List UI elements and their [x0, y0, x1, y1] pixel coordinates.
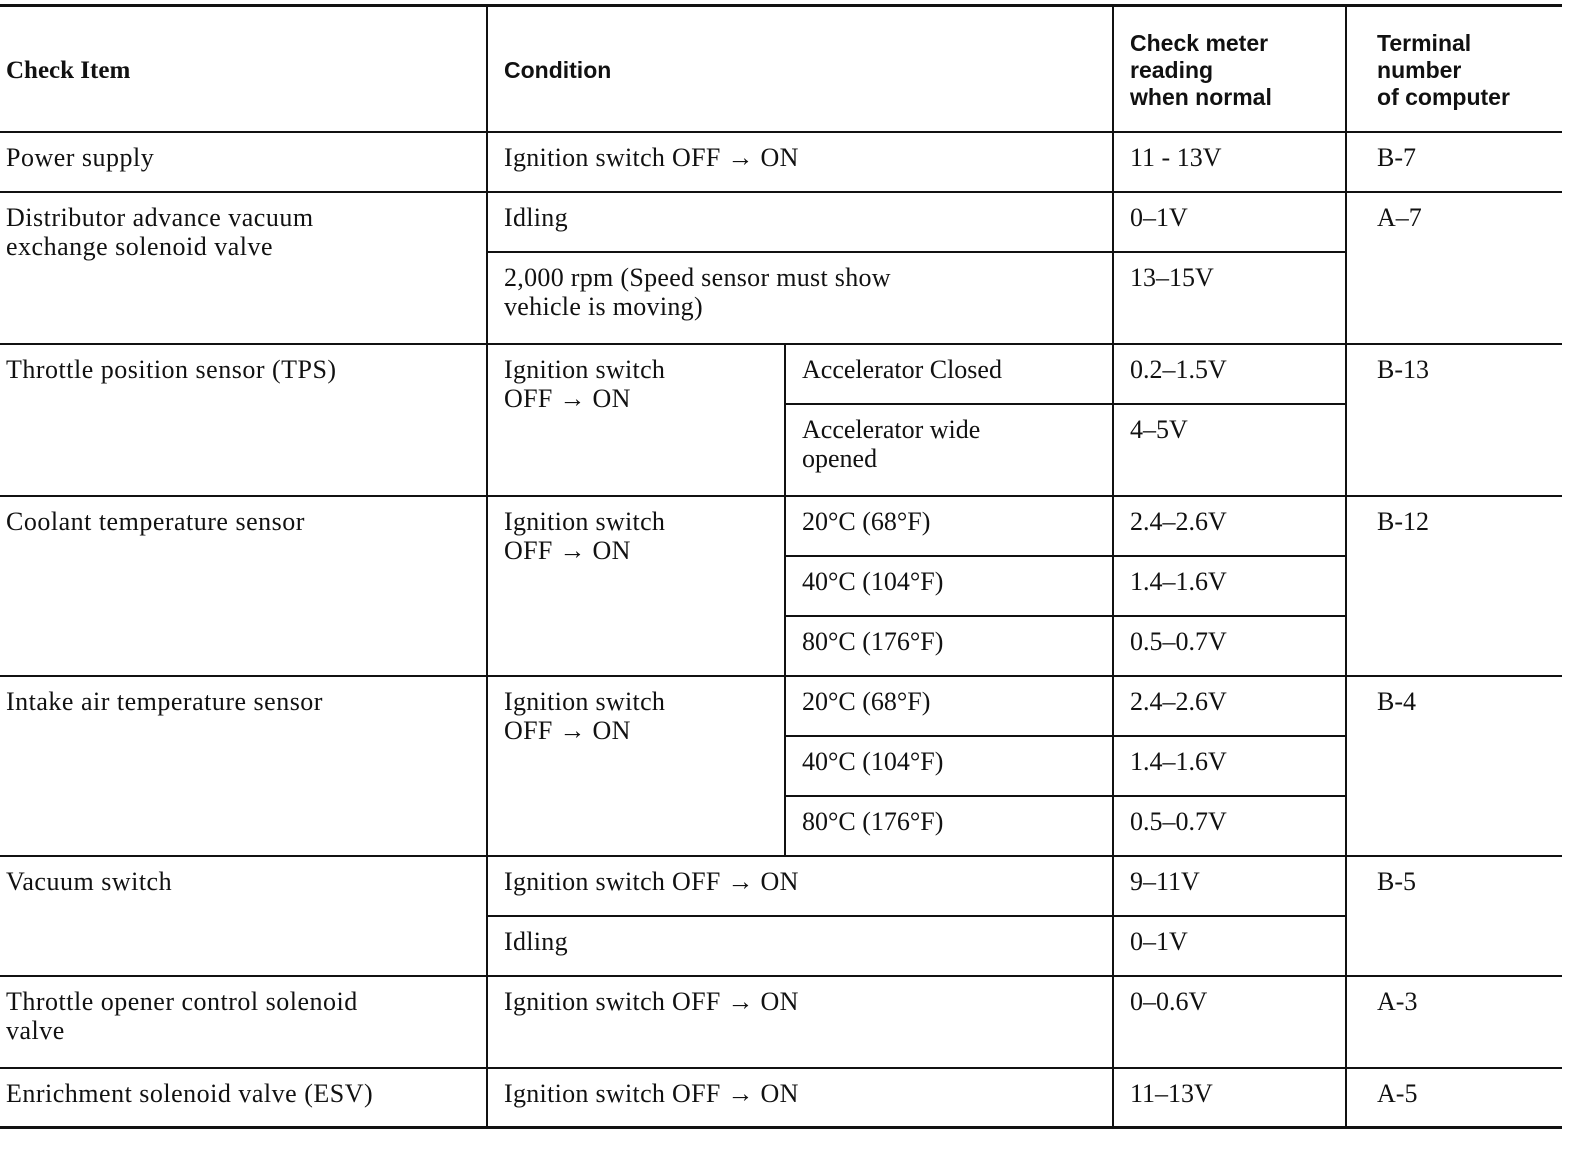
check-item: Power supply	[0, 132, 487, 192]
meter-reading: 2.4–2.6V	[1113, 496, 1346, 556]
sub-condition: 20°C (68°F)	[785, 496, 1113, 556]
header-check-item: Check Item	[0, 6, 487, 132]
sub-condition: 40°C (104°F)	[785, 556, 1113, 616]
terminal-number: B-4	[1346, 676, 1562, 856]
table-row	[0, 1068, 1562, 1128]
meter-reading: 13–15V	[1113, 252, 1346, 344]
condition: Ignition switch OFF → ON	[487, 976, 1113, 1068]
condition: Ignition switch OFF → ON	[487, 856, 1113, 916]
meter-reading: 0–1V	[1113, 192, 1346, 252]
condition: Ignition switch OFF → ON	[487, 132, 1113, 192]
terminal-number: B-13	[1346, 344, 1562, 496]
header-terminal: Terminal number of computer	[1346, 6, 1562, 132]
meter-reading: 4–5V	[1113, 404, 1346, 496]
condition: 2,000 rpm (Speed sensor must show vehicle is moving)	[487, 252, 1113, 344]
check-table	[0, 4, 1562, 1129]
sub-condition: 80°C (176°F)	[785, 796, 1113, 856]
condition: Idling	[487, 192, 1113, 252]
meter-reading: 2.4–2.6V	[1113, 676, 1346, 736]
terminal-number: B-5	[1346, 856, 1562, 976]
check-item: Throttle opener control solenoid valve	[0, 976, 487, 1068]
meter-reading: 0.2–1.5V	[1113, 344, 1346, 404]
table-row	[0, 132, 1562, 192]
meter-reading: 9–11V	[1113, 856, 1346, 916]
check-item: Throttle position sensor (TPS)	[0, 344, 487, 496]
header-condition: Condition	[487, 6, 1113, 132]
table-row	[0, 676, 1562, 736]
check-item: Distributor advance vacuum exchange solenoid valve	[0, 192, 487, 344]
meter-reading: 0.5–0.7V	[1113, 616, 1346, 676]
condition: Ignition switch OFF → ON	[487, 344, 785, 496]
condition: Ignition switch OFF → ON	[487, 1068, 1113, 1128]
check-item: Vacuum switch	[0, 856, 487, 976]
terminal-number: A–7	[1346, 192, 1562, 344]
header-row	[0, 6, 1562, 132]
check-item: Coolant temperature sensor	[0, 496, 487, 676]
meter-reading: 1.4–1.6V	[1113, 556, 1346, 616]
meter-reading: 11 - 13V	[1113, 132, 1346, 192]
meter-reading: 1.4–1.6V	[1113, 736, 1346, 796]
header-reading: Check meter reading when normal	[1113, 6, 1346, 132]
condition: Ignition switch OFF → ON	[487, 676, 785, 856]
meter-reading: 0–1V	[1113, 916, 1346, 976]
sub-condition: Accelerator wide opened	[785, 404, 1113, 496]
check-item: Enrichment solenoid valve (ESV)	[0, 1068, 487, 1128]
table-row	[0, 976, 1562, 1068]
table-row	[0, 192, 1562, 252]
condition: Idling	[487, 916, 1113, 976]
terminal-number: B-12	[1346, 496, 1562, 676]
sub-condition: 20°C (68°F)	[785, 676, 1113, 736]
sub-condition: 80°C (176°F)	[785, 616, 1113, 676]
table-row	[0, 856, 1562, 916]
meter-reading: 11–13V	[1113, 1068, 1346, 1128]
terminal-number: A-5	[1346, 1068, 1562, 1128]
sub-condition: Accelerator Closed	[785, 344, 1113, 404]
sub-condition: 40°C (104°F)	[785, 736, 1113, 796]
table-row	[0, 496, 1562, 556]
condition: Ignition switch OFF → ON	[487, 496, 785, 676]
terminal-number: B-7	[1346, 132, 1562, 192]
table-row	[0, 344, 1562, 404]
check-item: Intake air temperature sensor	[0, 676, 487, 856]
meter-reading: 0–0.6V	[1113, 976, 1346, 1068]
terminal-number: A-3	[1346, 976, 1562, 1068]
meter-reading: 0.5–0.7V	[1113, 796, 1346, 856]
